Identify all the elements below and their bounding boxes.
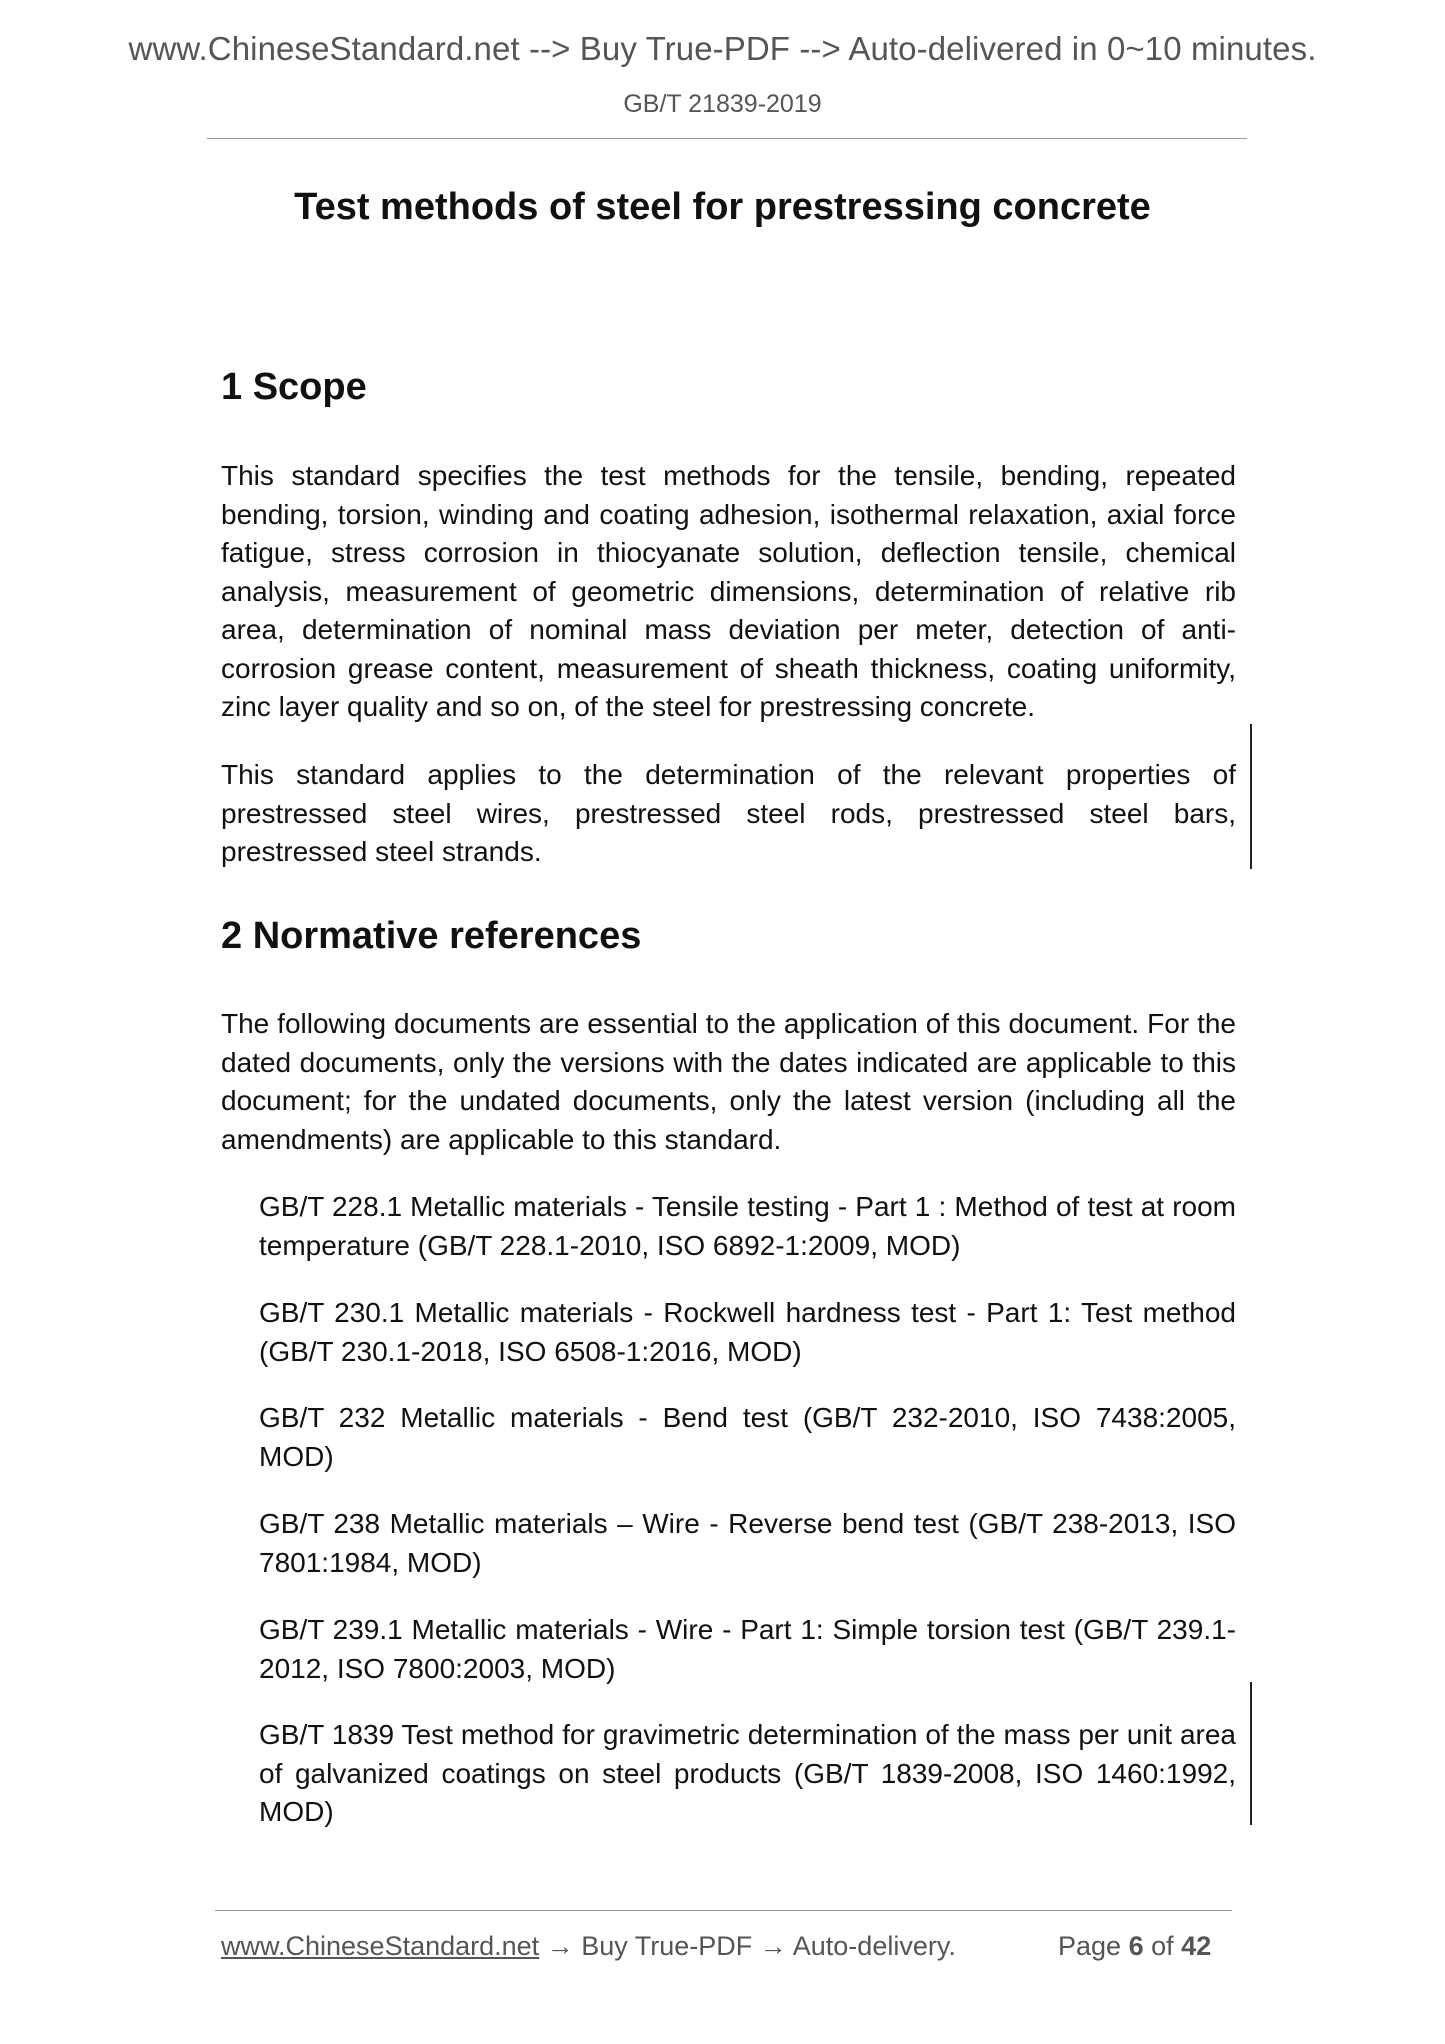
section-1-heading: 1 Scope [221, 366, 367, 408]
change-bar [1250, 724, 1252, 869]
reference-item: GB/T 228.1 Metallic materials - Tensile testing - Part 1 : Method of test at room temperature (GB/T 228.1-2010, ISO 6892-1:2009, MOD) [259, 1191, 1236, 1261]
scope-paragraph-2: This standard applies to the determination of the relevant properties of prestressed steel wires, prestressed steel rods, prestressed steel bars, prestressed steel strands. [221, 759, 1236, 867]
reference-item: GB/T 239.1 Metallic materials - Wire - Part 1: Simple torsion test (GB/T 239.1-2012, ISO 7800:2003, MOD) [259, 1614, 1236, 1684]
reference-item: GB/T 238 Metallic materials – Wire - Reverse bend test (GB/T 238-2013, ISO 7801:1984, MOD) [259, 1508, 1236, 1578]
change-bar [1250, 1682, 1252, 1825]
section-2-heading: 2 Normative references [221, 915, 642, 957]
normative-intro: The following documents are essential to the application of this document. For the dated documents, only the versions with the dates indicated are applicable to this document; for the undated documents, only the latest version (including all the amendments) are applicable to this standard. [221, 1008, 1236, 1155]
footer-site-link[interactable]: www.ChineseStandard.net [221, 1931, 540, 1961]
footer-arrow-2: → [752, 1931, 793, 1961]
page-number: 6 [1128, 1931, 1144, 1961]
scope-paragraph-1: This standard specifies the test methods for the tensile, bending, repeated bending, torsion, winding and coating adhesion, isothermal relaxation, axial force fatigue, stress corrosion in thiocyanate solution, deflection tensile, chemical analysis, measurement of geometric dimensions, determination of relative rib area, determination of nominal mass deviation per meter, detection of anti-corrosion grease content, measurement of sheath thickness, coating uniformity, zinc layer quality and so on, of the steel for prestressing concrete. [221, 460, 1236, 722]
page-indicator [1058, 1931, 1211, 1962]
reference-item: GB/T 1839 Test method for gravimetric determination of the mass per unit area of galvanized coatings on steel products (GB/T 1839-2008, ISO 1460:1992, MOD) [259, 1719, 1236, 1827]
reference-item: GB/T 232 Metallic materials - Bend test (GB/T 232-2010, ISO 7438:2005, MOD) [259, 1402, 1236, 1472]
standard-number: GB/T 21839-2019 [623, 90, 822, 118]
document-title: Test methods of steel for prestressing concrete [294, 186, 1151, 228]
total-pages: 42 [1181, 1931, 1212, 1961]
page-label: Page [1058, 1931, 1122, 1961]
footer-divider [215, 1910, 1232, 1911]
footer-buy-text: Buy True-PDF [581, 1931, 753, 1961]
of-label: of [1151, 1931, 1174, 1961]
footer-arrow-1: → [539, 1931, 582, 1961]
header-banner: www.ChineseStandard.net --> Buy True-PDF --> Auto-delivered in 0~10 minutes. [128, 30, 1317, 67]
footer-delivery-text: Auto-delivery. [792, 1931, 956, 1961]
header-divider [207, 138, 1247, 139]
reference-item: GB/T 230.1 Metallic materials - Rockwell hardness test - Part 1: Test method (GB/T 230.1-2018, ISO 6508-1:2016, MOD) [259, 1297, 1236, 1367]
footer-links [221, 1931, 956, 1962]
